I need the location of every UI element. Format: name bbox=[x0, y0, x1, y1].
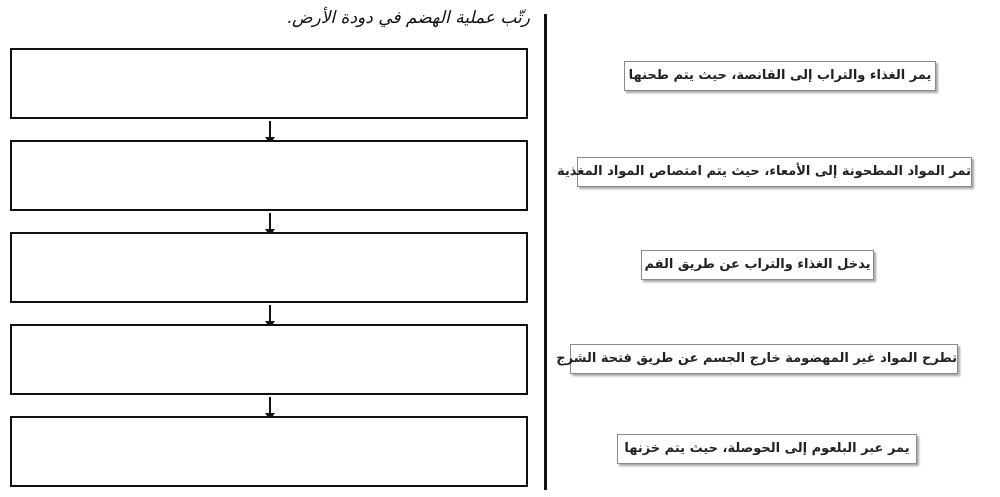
draggable-answer-card[interactable]: يمر عبر البلعوم إلى الحوصلة، حيث يتم خزنها bbox=[617, 434, 917, 464]
draggable-answer-card[interactable]: تطرح المواد غير المهضومة خارج الجسم عن طريق فتحة الشرج bbox=[570, 344, 958, 374]
answer-drop-box-2[interactable] bbox=[10, 140, 528, 211]
down-arrow-icon bbox=[269, 121, 271, 139]
down-arrow-icon bbox=[269, 213, 271, 231]
answer-drop-box-5[interactable] bbox=[10, 416, 528, 487]
draggable-answer-card[interactable]: تمر المواد المطحونة إلى الأمعاء، حيث يتم امتصاص المواد المغذية bbox=[577, 157, 972, 187]
draggable-answer-card[interactable]: يمر الغذاء والتراب إلى القانصة، حيث يتم طحنها bbox=[624, 61, 936, 91]
answer-drop-box-3[interactable] bbox=[10, 232, 528, 303]
answer-drop-box-4[interactable] bbox=[10, 324, 528, 395]
answer-drop-box-1[interactable] bbox=[10, 48, 528, 119]
down-arrow-icon bbox=[269, 397, 271, 415]
worksheet-title: رتّب عملية الهضم في دودة الأرض. bbox=[286, 8, 530, 28]
draggable-answer-card[interactable]: يدخل الغذاء والتراب عن طريق الفم bbox=[641, 250, 874, 280]
down-arrow-icon bbox=[269, 305, 271, 323]
column-divider bbox=[544, 14, 547, 490]
